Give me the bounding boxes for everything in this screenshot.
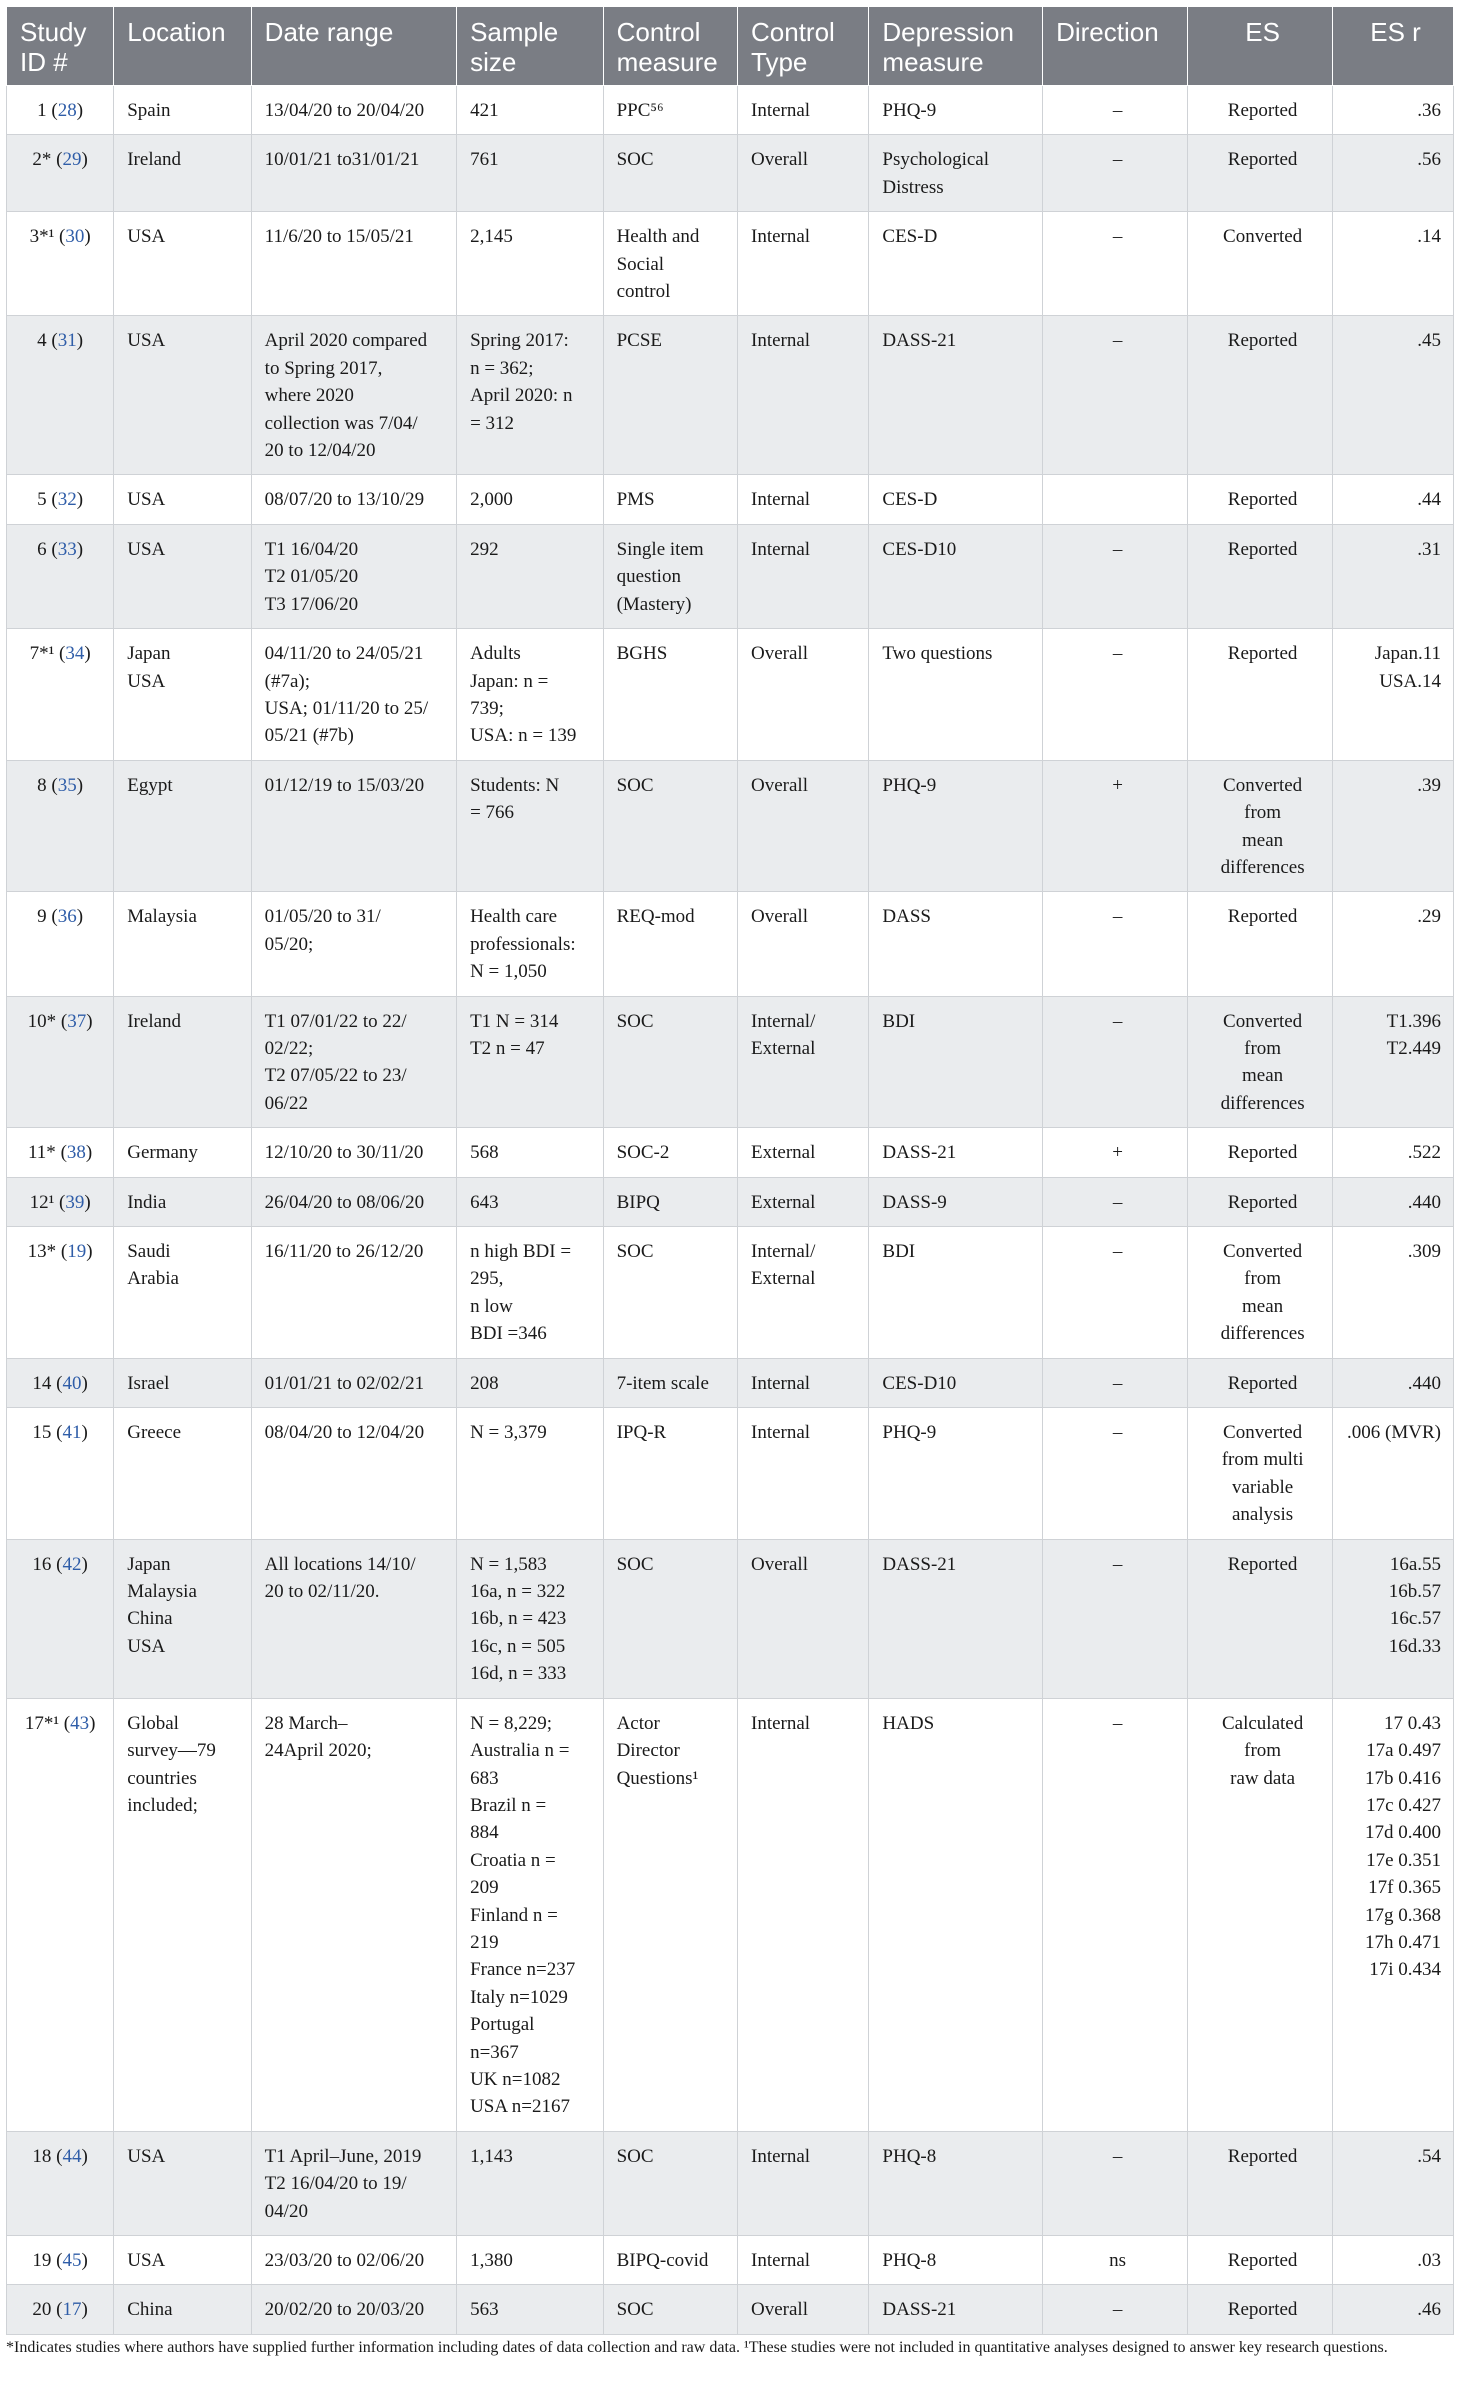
location-cell: USA: [114, 475, 251, 524]
es-r-cell: .522: [1333, 1128, 1454, 1177]
date-range-cell: 20/02/20 to 20/03/20: [251, 2285, 456, 2334]
control-measure-cell: SOC: [603, 996, 737, 1128]
direction-cell: –: [1043, 1408, 1188, 1540]
study-id-cell: 12¹ (39): [7, 1177, 114, 1226]
date-range-cell: 01/05/20 to 31/ 05/20;: [251, 892, 456, 996]
control-measure-cell: SOC: [603, 1539, 737, 1698]
column-header: Control Type: [738, 7, 869, 86]
study-id: 14: [32, 1372, 52, 1394]
location-cell: Egypt: [114, 760, 251, 892]
location-cell: China: [114, 2285, 251, 2334]
column-header: Study ID #: [7, 7, 114, 86]
location-cell: USA: [114, 212, 251, 316]
es-r-cell: .46: [1333, 2285, 1454, 2334]
control-type-cell: Internal: [738, 475, 869, 524]
study-id-cell: 10* (37): [7, 996, 114, 1128]
citation-link[interactable]: 42: [62, 1553, 82, 1575]
location-cell: Israel: [114, 1358, 251, 1407]
control-type-cell: External: [738, 1177, 869, 1226]
location-cell: Greece: [114, 1408, 251, 1540]
table-row: [7, 316, 1454, 475]
es-cell: Reported: [1188, 524, 1333, 628]
direction-cell: [1043, 475, 1188, 524]
es-cell: Converted from mean differences: [1188, 996, 1333, 1128]
control-measure-cell: SOC: [603, 760, 737, 892]
citation-link[interactable]: 31: [57, 330, 77, 352]
date-range-cell: 10/01/21 to31/01/21: [251, 135, 456, 212]
sample-size-cell: N = 8,229; Australia n = 683 Brazil n = 884 Croatia n = 209 Finland n = 219 France n=237 Italy n=1029 Portugal n=367 UK n=1082 USA n=2167: [457, 1698, 604, 2131]
citation-link[interactable]: 41: [62, 1422, 82, 1444]
depression-measure-cell: PHQ-8: [869, 2236, 1043, 2285]
study-id-cell: 20 (17): [7, 2285, 114, 2334]
direction-cell: –: [1043, 1227, 1188, 1359]
study-id-cell: 2* (29): [7, 135, 114, 212]
column-header: Location: [114, 7, 251, 86]
direction-cell: –: [1043, 2285, 1188, 2334]
direction-cell: –: [1043, 86, 1188, 135]
es-cell: Converted: [1188, 212, 1333, 316]
sample-size-cell: 2,000: [457, 475, 604, 524]
study-id: 15: [32, 1422, 52, 1444]
depression-measure-cell: Two questions: [869, 629, 1043, 761]
location-cell: India: [114, 1177, 251, 1226]
table-row: [7, 2131, 1454, 2235]
es-r-cell: .14: [1333, 212, 1454, 316]
control-type-cell: Internal: [738, 1408, 869, 1540]
citation-link[interactable]: 37: [67, 1010, 87, 1032]
table-row: [7, 1128, 1454, 1177]
study-id: 18: [32, 2145, 52, 2167]
es-cell: Reported: [1188, 629, 1333, 761]
study-id-cell: 4 (31): [7, 316, 114, 475]
location-cell: Germany: [114, 1128, 251, 1177]
depression-measure-cell: DASS-21: [869, 1539, 1043, 1698]
es-r-cell: Japan.11 USA.14: [1333, 629, 1454, 761]
es-r-cell: .29: [1333, 892, 1454, 996]
citation-link[interactable]: 30: [65, 226, 85, 248]
study-id: 2*: [32, 149, 52, 171]
column-header: Control measure: [603, 7, 737, 86]
es-cell: Reported: [1188, 2236, 1333, 2285]
column-header: Date range: [251, 7, 456, 86]
table-row: [7, 86, 1454, 135]
sample-size-cell: 421: [457, 86, 604, 135]
control-type-cell: Internal/ External: [738, 996, 869, 1128]
study-id: 20: [32, 2299, 52, 2321]
es-cell: Reported: [1188, 135, 1333, 212]
direction-cell: –: [1043, 629, 1188, 761]
citation-link[interactable]: 40: [62, 1372, 82, 1394]
location-cell: Saudi Arabia: [114, 1227, 251, 1359]
depression-measure-cell: BDI: [869, 996, 1043, 1128]
control-type-cell: Internal: [738, 2236, 869, 2285]
direction-cell: –: [1043, 212, 1188, 316]
depression-measure-cell: DASS: [869, 892, 1043, 996]
study-id-cell: 14 (40): [7, 1358, 114, 1407]
depression-measure-cell: PHQ-9: [869, 86, 1043, 135]
column-header: Depression measure: [869, 7, 1043, 86]
direction-cell: –: [1043, 316, 1188, 475]
table-row: [7, 1408, 1454, 1540]
es-r-cell: .56: [1333, 135, 1454, 212]
date-range-cell: All locations 14/10/ 20 to 02/11/20.: [251, 1539, 456, 1698]
table-row: [7, 1358, 1454, 1407]
study-id: 19: [32, 2250, 52, 2271]
es-r-cell: 17 0.43 17a 0.497 17b 0.416 17c 0.427 17d 0.400 17e 0.351 17f 0.365 17g 0.368 17h 0.471 17i 0.434: [1333, 1698, 1454, 2131]
date-range-cell: 08/04/20 to 12/04/20: [251, 1408, 456, 1540]
table-row: [7, 760, 1454, 892]
control-measure-cell: SOC: [603, 135, 737, 212]
citation-link[interactable]: 32: [57, 489, 77, 511]
control-measure-cell: 7-item scale: [603, 1358, 737, 1407]
table-row: [7, 524, 1454, 628]
citation-link[interactable]: 39: [65, 1191, 85, 1213]
study-id-cell: 15 (41): [7, 1408, 114, 1540]
depression-measure-cell: PHQ-8: [869, 2131, 1043, 2235]
control-type-cell: External: [738, 1128, 869, 1177]
study-id-cell: 16 (42): [7, 1539, 114, 1698]
direction-cell: +: [1043, 1128, 1188, 1177]
es-r-cell: .309: [1333, 1227, 1454, 1359]
direction-cell: –: [1043, 1698, 1188, 2131]
direction-cell: –: [1043, 135, 1188, 212]
es-cell: Reported: [1188, 1358, 1333, 1407]
date-range-cell: T1 April–June, 2019 T2 16/04/20 to 19/ 04/20: [251, 2131, 456, 2235]
es-r-cell: .440: [1333, 1177, 1454, 1226]
table-row: [7, 1539, 1454, 1698]
location-cell: Malaysia: [114, 892, 251, 996]
control-measure-cell: PMS: [603, 475, 737, 524]
citation-link[interactable]: 34: [65, 643, 85, 665]
control-type-cell: Overall: [738, 629, 869, 761]
location-cell: USA: [114, 2131, 251, 2235]
date-range-cell: 11/6/20 to 15/05/21: [251, 212, 456, 316]
depression-measure-cell: DASS-21: [869, 2285, 1043, 2334]
depression-measure-cell: CES-D: [869, 475, 1043, 524]
table-row: [7, 135, 1454, 212]
study-id-cell: 17*¹ (43): [7, 1698, 114, 2131]
location-cell: Japan Malaysia China USA: [114, 1539, 251, 1698]
date-range-cell: 28 March– 24April 2020;: [251, 1698, 456, 2131]
date-range-cell: 23/03/20 to 02/06/20: [251, 2236, 456, 2285]
depression-measure-cell: CES-D10: [869, 524, 1043, 628]
sample-size-cell: 2,145: [457, 212, 604, 316]
study-id-cell: 9 (36): [7, 892, 114, 996]
study-id-cell: 3*¹ (30): [7, 212, 114, 316]
sample-size-cell: 1,380: [457, 2236, 604, 2285]
control-type-cell: Internal/ External: [738, 1227, 869, 1359]
sample-size-cell: Spring 2017: n = 362; April 2020: n = 312: [457, 316, 604, 475]
es-r-cell: .03: [1333, 2236, 1454, 2285]
date-range-cell: T1 16/04/20 T2 01/05/20 T3 17/06/20: [251, 524, 456, 628]
sample-size-cell: 643: [457, 1177, 604, 1226]
es-cell: Reported: [1188, 1128, 1333, 1177]
citation-link[interactable]: 28: [57, 100, 77, 121]
study-id: 9: [37, 906, 47, 928]
table-row: [7, 1227, 1454, 1359]
table-row: [7, 629, 1454, 761]
date-range-cell: 01/01/21 to 02/02/21: [251, 1358, 456, 1407]
column-header: ES: [1188, 7, 1333, 86]
studies-table-container: [6, 6, 1454, 2335]
control-measure-cell: SOC: [603, 2131, 737, 2235]
column-header: Direction: [1043, 7, 1188, 86]
table-row: [7, 2285, 1454, 2334]
depression-measure-cell: DASS-21: [869, 1128, 1043, 1177]
date-range-cell: 01/12/19 to 15/03/20: [251, 760, 456, 892]
study-id: 5: [37, 489, 47, 511]
es-r-cell: .54: [1333, 2131, 1454, 2235]
location-cell: Ireland: [114, 135, 251, 212]
es-cell: Reported: [1188, 316, 1333, 475]
study-id: 4: [37, 330, 47, 352]
studies-table: [6, 6, 1454, 2335]
column-header: ES r: [1333, 7, 1454, 86]
citation-link[interactable]: 17: [62, 2299, 82, 2321]
depression-measure-cell: CES-D10: [869, 1358, 1043, 1407]
study-id-cell: 5 (32): [7, 475, 114, 524]
location-cell: Spain: [114, 86, 251, 135]
location-cell: Global survey—79 countries included;: [114, 1698, 251, 2131]
control-type-cell: Internal: [738, 524, 869, 628]
direction-cell: –: [1043, 892, 1188, 996]
sample-size-cell: Health care professionals: N = 1,050: [457, 892, 604, 996]
sample-size-cell: Students: N = 766: [457, 760, 604, 892]
control-type-cell: Overall: [738, 760, 869, 892]
study-id-cell: 6 (33): [7, 524, 114, 628]
location-cell: USA: [114, 316, 251, 475]
study-id-cell: 8 (35): [7, 760, 114, 892]
study-id: 13*: [27, 1241, 57, 1262]
es-r-cell: .440: [1333, 1358, 1454, 1407]
location-cell: Japan USA: [114, 629, 251, 761]
citation-link[interactable]: 38: [66, 1142, 86, 1164]
study-id-cell: 1 (28): [7, 86, 114, 135]
es-r-cell: .45: [1333, 316, 1454, 475]
depression-measure-cell: HADS: [869, 1698, 1043, 2131]
control-measure-cell: Single item question (Mastery): [603, 524, 737, 628]
direction-cell: +: [1043, 760, 1188, 892]
es-cell: Calculated from raw data: [1188, 1698, 1333, 2131]
study-id: 16: [32, 1553, 52, 1575]
es-r-cell: .44: [1333, 475, 1454, 524]
date-range-cell: April 2020 compared to Spring 2017, where 2020 collection was 7/04/ 20 to 12/04/20: [251, 316, 456, 475]
location-cell: USA: [114, 524, 251, 628]
study-id: 17*¹: [24, 1712, 60, 1734]
sample-size-cell: 1,143: [457, 2131, 604, 2235]
es-cell: Reported: [1188, 1177, 1333, 1226]
es-r-cell: .006 (MVR): [1333, 1408, 1454, 1540]
table-row: [7, 1177, 1454, 1226]
depression-measure-cell: Psychological Distress: [869, 135, 1043, 212]
control-measure-cell: BIPQ-covid: [603, 2236, 737, 2285]
depression-measure-cell: DASS-9: [869, 1177, 1043, 1226]
depression-measure-cell: BDI: [869, 1227, 1043, 1359]
sample-size-cell: N = 3,379: [457, 1408, 604, 1540]
citation-link[interactable]: 19: [67, 1241, 87, 1262]
sample-size-cell: 761: [457, 135, 604, 212]
date-range-cell: 08/07/20 to 13/10/29: [251, 475, 456, 524]
depression-measure-cell: DASS-21: [869, 316, 1043, 475]
es-r-cell: T1.396 T2.449: [1333, 996, 1454, 1128]
control-type-cell: Internal: [738, 316, 869, 475]
es-cell: Reported: [1188, 475, 1333, 524]
study-id: 12¹: [29, 1191, 55, 1213]
control-measure-cell: PCSE: [603, 316, 737, 475]
control-measure-cell: SOC: [603, 1227, 737, 1359]
date-range-cell: 16/11/20 to 26/12/20: [251, 1227, 456, 1359]
control-measure-cell: Actor Director Questions¹: [603, 1698, 737, 2131]
control-type-cell: Overall: [738, 135, 869, 212]
table-body: [7, 86, 1454, 2335]
citation-link[interactable]: 43: [70, 1712, 90, 1734]
es-r-cell: .36: [1333, 86, 1454, 135]
table-footnote: *Indicates studies where authors have supplied further information including dates of data collection and raw data. ¹These studies were not included in quantitative analyses designed to answer key research questions.: [6, 2339, 1388, 2356]
date-range-cell: T1 07/01/22 to 22/ 02/22; T2 07/05/22 to 23/ 06/22: [251, 996, 456, 1128]
sample-size-cell: 568: [457, 1128, 604, 1177]
es-r-cell: .39: [1333, 760, 1454, 892]
study-id: 8: [37, 774, 47, 796]
citation-link[interactable]: 29: [62, 149, 82, 171]
es-cell: Reported: [1188, 2285, 1333, 2334]
direction-cell: –: [1043, 1539, 1188, 1698]
direction-cell: –: [1043, 2131, 1188, 2235]
control-type-cell: Internal: [738, 212, 869, 316]
location-cell: Ireland: [114, 996, 251, 1128]
date-range-cell: 12/10/20 to 30/11/20: [251, 1128, 456, 1177]
study-id: 1: [37, 100, 47, 121]
study-id: 11*: [28, 1142, 56, 1164]
citation-link[interactable]: 44: [62, 2145, 82, 2167]
es-cell: Reported: [1188, 892, 1333, 996]
control-type-cell: Overall: [738, 892, 869, 996]
es-cell: Reported: [1188, 1539, 1333, 1698]
depression-measure-cell: CES-D: [869, 212, 1043, 316]
direction-cell: –: [1043, 524, 1188, 628]
control-type-cell: Internal: [738, 1358, 869, 1407]
study-id: 10*: [27, 1010, 57, 1032]
depression-measure-cell: PHQ-9: [869, 1408, 1043, 1540]
sample-size-cell: 208: [457, 1358, 604, 1407]
column-header: Sample size: [457, 7, 604, 86]
es-cell: Reported: [1188, 2131, 1333, 2235]
control-type-cell: Internal: [738, 2131, 869, 2235]
sample-size-cell: Adults Japan: n = 739; USA: n = 139: [457, 629, 604, 761]
control-measure-cell: Health and Social control: [603, 212, 737, 316]
table-row: [7, 1698, 1454, 2131]
table-row: [7, 475, 1454, 524]
depression-measure-cell: PHQ-9: [869, 760, 1043, 892]
control-measure-cell: PPC⁵⁶: [603, 86, 737, 135]
study-id: 6: [37, 538, 47, 560]
citation-link[interactable]: 33: [57, 538, 77, 560]
citation-link[interactable]: 36: [57, 906, 77, 928]
control-measure-cell: SOC: [603, 2285, 737, 2334]
es-cell: Converted from multi variable analysis: [1188, 1408, 1333, 1540]
control-measure-cell: SOC-2: [603, 1128, 737, 1177]
es-cell: Converted from mean differences: [1188, 1227, 1333, 1359]
es-cell: Converted from mean differences: [1188, 760, 1333, 892]
control-type-cell: Overall: [738, 1539, 869, 1698]
direction-cell: –: [1043, 1358, 1188, 1407]
study-id-cell: 18 (44): [7, 2131, 114, 2235]
sample-size-cell: 563: [457, 2285, 604, 2334]
control-type-cell: Overall: [738, 2285, 869, 2334]
control-measure-cell: IPQ-R: [603, 1408, 737, 1540]
table-row: [7, 2236, 1454, 2285]
table-row: [7, 212, 1454, 316]
direction-cell: –: [1043, 1177, 1188, 1226]
es-r-cell: 16a.55 16b.57 16c.57 16d.33: [1333, 1539, 1454, 1698]
sample-size-cell: T1 N = 314 T2 n = 47: [457, 996, 604, 1128]
study-id-cell: 13* (19): [7, 1227, 114, 1359]
es-r-cell: .31: [1333, 524, 1454, 628]
location-cell: USA: [114, 2236, 251, 2285]
study-id-cell: 7*¹ (34): [7, 629, 114, 761]
control-type-cell: Internal: [738, 86, 869, 135]
study-id-cell: 19 (45): [7, 2236, 114, 2285]
study-id-cell: 11* (38): [7, 1128, 114, 1177]
table-row: [7, 996, 1454, 1128]
control-measure-cell: REQ-mod: [603, 892, 737, 996]
sample-size-cell: n high BDI = 295, n low BDI =346: [457, 1227, 604, 1359]
study-id: 3*¹: [29, 226, 55, 248]
date-range-cell: 26/04/20 to 08/06/20: [251, 1177, 456, 1226]
citation-link[interactable]: 45: [62, 2250, 82, 2271]
direction-cell: –: [1043, 996, 1188, 1128]
control-measure-cell: BIPQ: [603, 1177, 737, 1226]
es-cell: Reported: [1188, 86, 1333, 135]
control-type-cell: Internal: [738, 1698, 869, 2131]
citation-link[interactable]: 35: [57, 774, 77, 796]
direction-cell: ns: [1043, 2236, 1188, 2285]
table-header-row: [7, 7, 1454, 86]
sample-size-cell: 292: [457, 524, 604, 628]
table-row: [7, 892, 1454, 996]
date-range-cell: 04/11/20 to 24/05/21 (#7a); USA; 01/11/20 to 25/ 05/21 (#7b): [251, 629, 456, 761]
date-range-cell: 13/04/20 to 20/04/20: [251, 86, 456, 135]
study-id: 7*¹: [29, 643, 55, 665]
control-measure-cell: BGHS: [603, 629, 737, 761]
sample-size-cell: N = 1,583 16a, n = 322 16b, n = 423 16c, n = 505 16d, n = 333: [457, 1539, 604, 1698]
